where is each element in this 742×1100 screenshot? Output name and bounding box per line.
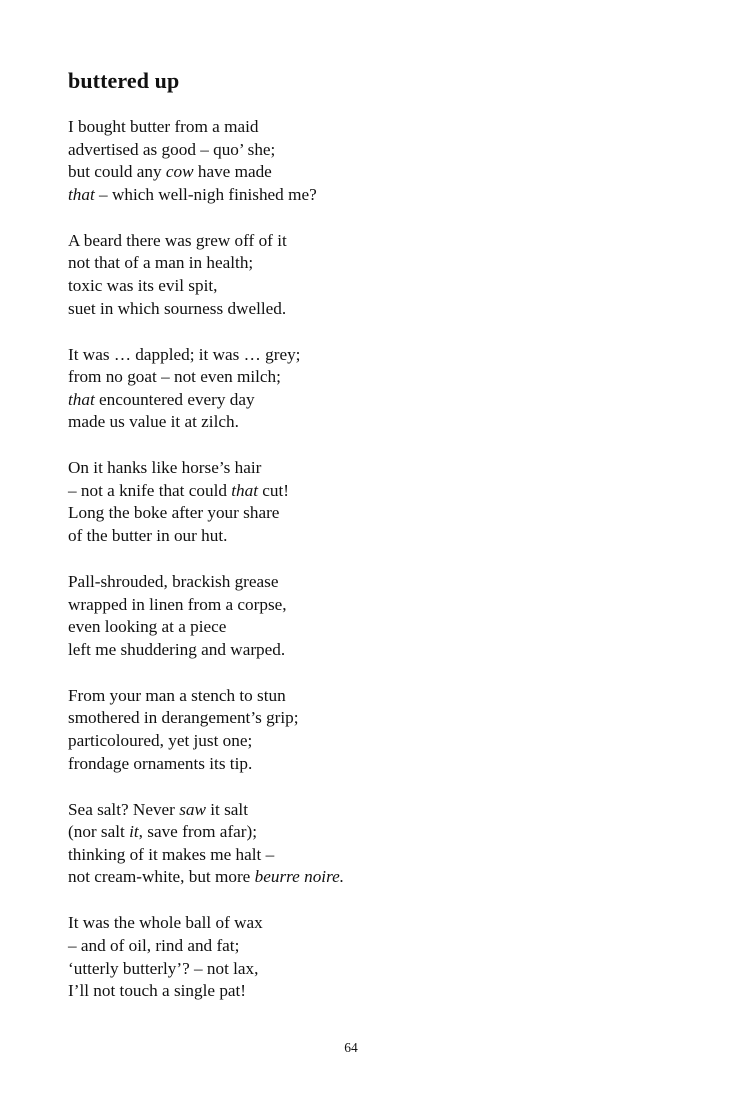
line-text: It was … dappled; it was … grey; — [68, 344, 301, 364]
line-text: not that of a man in health; — [68, 253, 254, 273]
poem-title: buttered up — [68, 68, 180, 93]
line-text: smothered in derangement’s grip; — [68, 708, 299, 728]
line-text: Long the boke after your share — [68, 503, 280, 523]
poem-line — [68, 230, 668, 253]
line-text: made us value it at zilch. — [68, 412, 239, 432]
line-text: Pall-shrouded, brackish grease — [68, 572, 279, 592]
line-text: – which well-nigh finished me? — [94, 184, 317, 204]
stanza — [68, 799, 668, 889]
poem-line — [68, 685, 668, 708]
poem-line — [68, 139, 668, 162]
poem-line — [68, 594, 668, 617]
page-number: 64 — [344, 1040, 358, 1055]
poem-line — [68, 457, 668, 480]
poem-line — [68, 980, 668, 1003]
line-text: thinking of it makes me halt – — [68, 844, 275, 864]
italic-text: it — [129, 822, 139, 842]
page-content — [68, 68, 668, 1026]
poem-line — [68, 366, 668, 389]
line-text: A beard there was grew off of it — [68, 230, 287, 250]
poem-body — [68, 116, 668, 1003]
italic-text: cow — [165, 162, 194, 182]
poem-line — [68, 912, 668, 935]
line-text: – and of oil, rind and fat; — [68, 935, 240, 955]
italic-text: that — [68, 184, 95, 204]
line-text: (nor salt — [68, 822, 130, 842]
poem-line — [68, 799, 668, 822]
poem-line — [68, 161, 668, 184]
poem-line — [68, 844, 668, 867]
poem-line — [68, 707, 668, 730]
italic-text: saw — [179, 799, 206, 819]
line-text: I bought butter from a maid — [68, 117, 259, 136]
poem-line — [68, 411, 668, 434]
poem-line — [68, 252, 668, 275]
poem-line — [68, 616, 668, 639]
poem-line — [68, 935, 668, 958]
line-text: even looking at a piece — [68, 617, 227, 637]
stanza — [68, 457, 668, 547]
poem-line — [68, 275, 668, 298]
poem-line — [68, 821, 668, 844]
poem-line — [68, 571, 668, 594]
poem-line — [68, 958, 668, 981]
line-text: frondage ornaments its tip. — [68, 753, 253, 773]
stanza — [68, 230, 668, 320]
poem-line — [68, 525, 668, 548]
line-text: of the butter in our hut. — [68, 526, 228, 546]
line-text: Sea salt? Never — [68, 799, 180, 819]
line-text: it salt — [205, 799, 248, 819]
poem-line — [68, 184, 668, 207]
stanza — [68, 344, 668, 434]
line-text: From your man a stench to stun — [68, 685, 286, 705]
italic-text: beurre noire. — [254, 867, 345, 887]
line-text: but could any — [68, 162, 166, 182]
line-text: , save from afar); — [138, 822, 258, 842]
line-text: wrapped in linen from a corpse, — [68, 594, 287, 614]
line-text: I’ll not touch a single pat! — [68, 981, 247, 1001]
poem-line — [68, 866, 668, 889]
poem-line — [68, 730, 668, 753]
line-text: It was the whole ball of wax — [68, 913, 263, 933]
poem-line — [68, 298, 668, 321]
line-text: encountered every day — [94, 389, 255, 409]
line-text: cut! — [258, 480, 290, 500]
line-text: On it hanks like horse’s hair — [68, 458, 262, 478]
poem-line — [68, 502, 668, 525]
stanza — [68, 571, 668, 661]
line-text: suet in which sourness dwelled. — [68, 298, 287, 318]
line-text: toxic was its evil spit, — [68, 275, 218, 295]
line-text: have made — [193, 162, 272, 182]
stanza — [68, 685, 668, 775]
line-text: – not a knife that could — [68, 480, 232, 500]
line-text: from no goat – not even milch; — [68, 367, 281, 387]
poem-line — [68, 389, 668, 412]
line-text: ‘utterly butterly’? – not lax, — [68, 958, 259, 978]
stanza — [68, 912, 668, 1002]
line-text: left me shuddering and warped. — [68, 639, 286, 659]
poem-line — [68, 753, 668, 776]
poem-line — [68, 480, 668, 503]
line-text: not cream-white, but more — [68, 867, 255, 887]
poem-line — [68, 639, 668, 662]
line-text: advertised as good – quo’ she; — [68, 139, 276, 159]
italic-text: that — [68, 389, 95, 409]
line-text: particoloured, yet just one; — [68, 731, 253, 751]
poem-line — [68, 116, 668, 139]
italic-text: that — [231, 480, 258, 500]
poem-line — [68, 344, 668, 367]
stanza — [68, 116, 668, 206]
